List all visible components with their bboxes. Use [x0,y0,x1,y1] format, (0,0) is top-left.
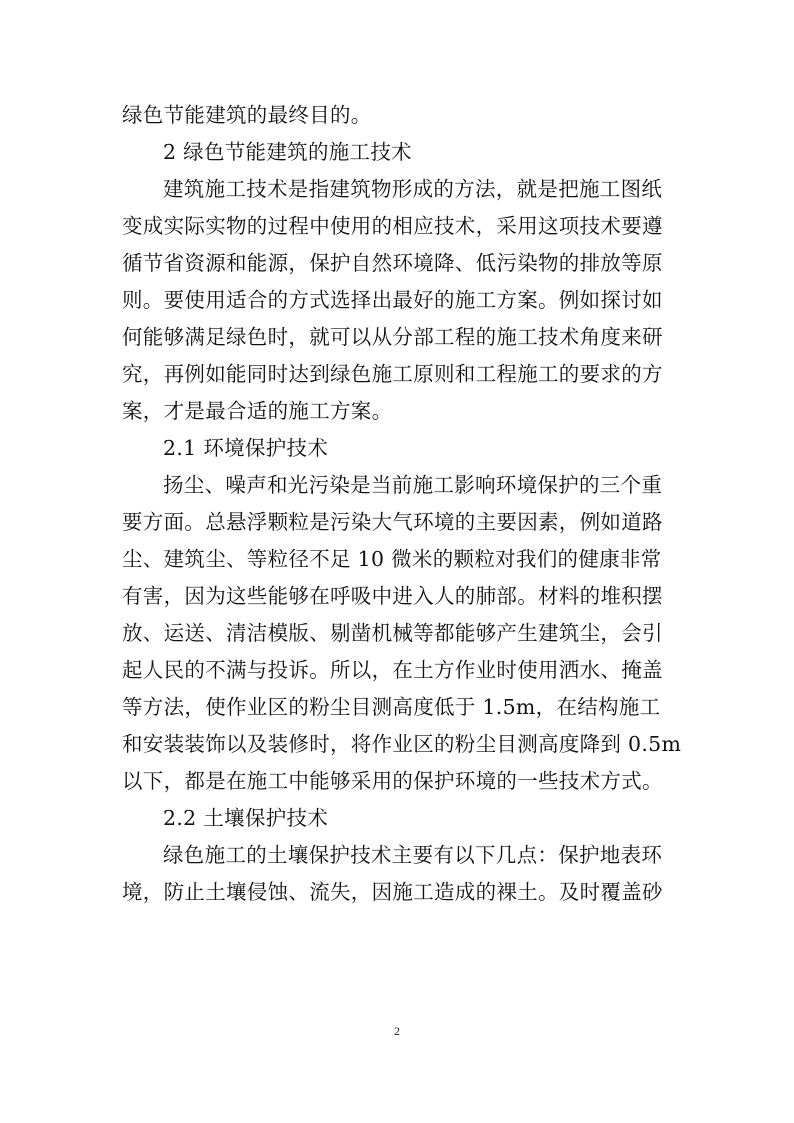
section-heading: 2 绿色节能建筑的施工技术 [163,140,412,164]
text-line: 则。要使用适合的方式选择出最好的施工方案。例如探讨如 [122,288,663,312]
text-line: 起人民的不满与投诉。所以，在土方作业时使用洒水、掩盖 [122,658,663,682]
text-line: 尘、建筑尘、等粒径不足 10 微米的颗粒对我们的健康非常 [122,547,662,571]
subsection-heading: 2.2 土壤保护技术 [163,806,329,830]
text-line: 案，才是最合适的施工方案。 [122,399,393,423]
text-line: 有害，因为这些能够在呼吸中进入人的肺部。材料的堆积摆 [122,584,663,608]
paragraph-first-line: 绿色施工的土壤保护技术主要有以下几点：保护地表环 [163,843,663,867]
text-line: 境，防止土壤侵蚀、流失，因施工造成的裸土。及时覆盖砂 [122,880,663,904]
text-line: 究，再例如能同时达到绿色施工原则和工程施工的要求的方 [122,362,663,386]
paragraph-first-line: 扬尘、噪声和光污染是当前施工影响环境保护的三个重 [163,473,663,497]
text-line: 等方法，使作业区的粉尘目测高度低于 1.5m，在结构施工 [122,695,661,719]
text-line: 循节省资源和能源，保护自然环境降、低污染物的排放等原 [122,251,663,275]
text-line: 绿色节能建筑的最终目的。 [122,103,372,127]
text-line: 变成实际实物的过程中使用的相应技术，采用这项技术要遵 [122,214,663,238]
text-line: 以下，都是在施工中能够采用的保护环境的一些技术方式。 [122,769,663,793]
text-line: 何能够满足绿色时，就可以从分部工程的施工技术角度来研 [122,325,663,349]
text-line: 放、运送、清洁模版、剔凿机械等都能够产生建筑尘，会引 [122,621,663,645]
subsection-heading: 2.1 环境保护技术 [163,436,329,460]
page-number: 2 [394,1024,400,1038]
text-line: 和安装装饰以及装修时，将作业区的粉尘目测高度降到 0.5m [122,732,682,756]
paragraph-first-line: 建筑施工技术是指建筑物形成的方法，就是把施工图纸 [163,177,663,201]
text-line: 要方面。总悬浮颗粒是污染大气环境的主要因素，例如道路 [122,510,663,534]
body-text [122,97,682,911]
